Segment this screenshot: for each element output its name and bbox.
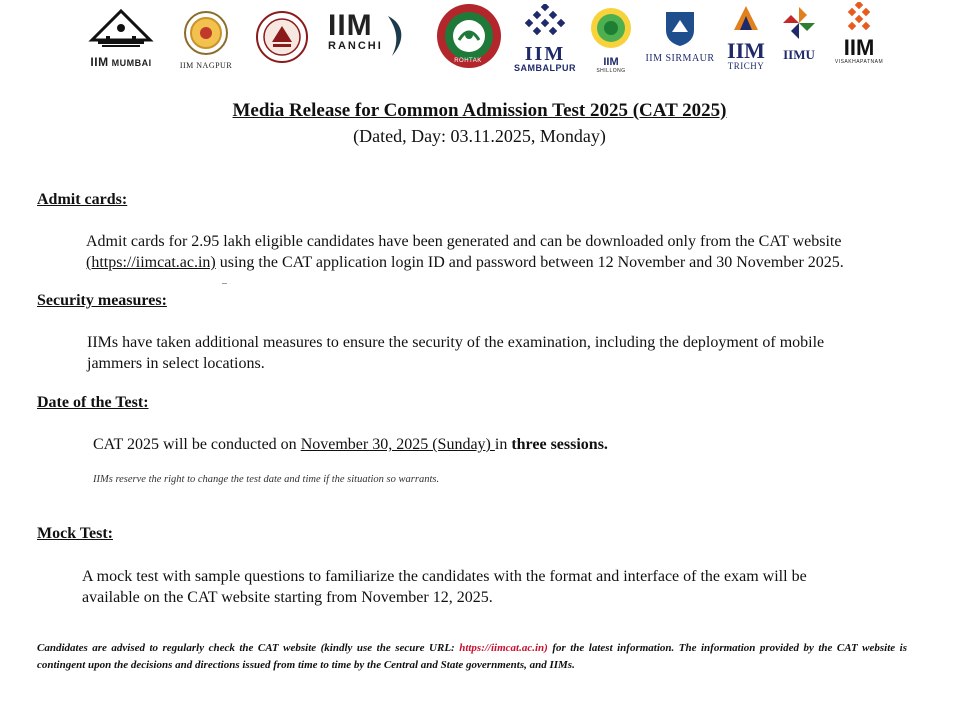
iim-udaipur-pinwheel-icon <box>780 4 818 42</box>
admit-cards-paragraph <box>86 231 946 273</box>
iim-sirmaur-caption: IIM SIRMAUR <box>645 53 715 64</box>
admit-cards-heading: Admit cards: <box>37 191 128 208</box>
iim-rohtak-caption: ROHTAK <box>454 58 482 64</box>
iim-sirmaur-shield-icon <box>662 8 698 48</box>
iim-ranchi-bird-icon <box>386 14 406 58</box>
iim-ranchi-logo <box>328 9 408 52</box>
date-of-test-heading: Date of the Test: <box>37 394 149 411</box>
iim-udaipur-caption: IIMU <box>783 47 815 62</box>
security-measures-heading: Security measures: <box>37 292 167 309</box>
iim-bodh-gaya-logo <box>252 10 312 69</box>
iim-shillong-logo <box>586 6 636 74</box>
footer-note <box>37 640 907 674</box>
date-of-test-paragraph <box>93 434 913 455</box>
iim-visakhapatnam-caption-b: VISAKHAPATNAM <box>834 59 884 65</box>
iim-visakhapatnam-caption-a: IIM <box>843 35 875 60</box>
footer-secure-url[interactable]: https://iimcat.ac.in) <box>459 642 548 654</box>
cat-website-link[interactable]: (https://iimcat.ac.in) <box>86 254 216 271</box>
iim-visakhapatnam-pattern-icon <box>842 2 876 32</box>
mock-test-heading: Mock Test: <box>37 525 113 542</box>
mock-test-paragraph <box>82 566 942 608</box>
security-measures-line-1: IIMs have taken additional measures to ensure the security of the examination, including the deployment of mobile <box>87 334 825 351</box>
iim-shillong-emblem-icon <box>589 6 633 52</box>
test-date: November 30, 2025 (Sunday) <box>300 436 495 453</box>
iim-trichy-caption-a: IIM <box>727 38 765 63</box>
mock-test-line-2: available on the CAT website starting from November 12, 2025. <box>82 589 493 606</box>
date-of-test-text-pre: CAT 2025 will be conducted on <box>93 436 301 453</box>
iim-nagpur-logo <box>176 10 236 70</box>
iim-mumbai-emblem-icon <box>86 8 156 52</box>
footer-text-post: for the latest information. The information provided by the CAT website is contingent upon the decisions and directions issued from time to time by the Central and State governments, and IIMs. <box>37 642 907 671</box>
iim-rohtak-logo <box>434 2 504 75</box>
three-sessions: three sessions. <box>511 436 608 453</box>
security-measures-line-2: jammers in select locations. <box>87 355 265 372</box>
iim-bodh-gaya-emblem-icon <box>255 10 309 64</box>
iim-sambalpur-pattern-icon <box>525 4 565 40</box>
page-subtitle: (Dated, Day: 03.11.2025, Monday) <box>353 126 606 146</box>
iim-mumbai-caption-a: IIM <box>90 55 109 69</box>
admit-cards-line-2 <box>86 252 946 273</box>
iim-trichy-caption-b: TRICHY <box>727 61 765 71</box>
security-measures-paragraph <box>87 332 947 374</box>
logo-strip <box>70 0 890 80</box>
iim-visakhapatnam-logo <box>828 2 890 65</box>
iim-nagpur-caption: IIM NAGPUR <box>179 61 233 70</box>
page-title: Media Release for Common Admission Test 2025 (CAT 2025) <box>232 100 727 121</box>
footer-text-pre: Candidates are advised to regularly check the CAT website (kindly use the secure URL: <box>37 642 460 654</box>
stray-dash-mark: – <box>222 278 227 289</box>
iim-udaipur-logo <box>774 4 824 63</box>
test-date-disclaimer: IIMs reserve the right to change the test date and time if the situation so warrants. <box>93 474 440 485</box>
iim-nagpur-emblem-icon <box>183 10 229 56</box>
iim-trichy-logo <box>722 4 770 71</box>
iim-sambalpur-caption-a: IIM <box>524 43 566 65</box>
iim-trichy-emblem-icon <box>732 4 760 36</box>
iim-sambalpur-logo <box>512 4 578 73</box>
iim-sambalpur-caption-b: SAMBALPUR <box>514 63 576 73</box>
admit-cards-line-1: Admit cards for 2.95 lakh eligible candidates have been generated and can be downloaded only from the CAT website <box>86 233 842 250</box>
iim-ranchi-caption-b: RANCHI <box>328 40 383 52</box>
iim-mumbai-caption-b: MUMBAI <box>111 58 152 68</box>
mock-test-line-1: A mock test with sample questions to familiarize the candidates with the format and interface of the exam will be <box>82 568 807 585</box>
admit-cards-line-2-text: using the CAT application login ID and password between 12 November and 30 November 2025. <box>215 254 844 271</box>
iim-mumbai-logo <box>76 8 166 69</box>
iim-sirmaur-logo <box>642 8 718 64</box>
iim-ranchi-caption-a: IIM <box>328 9 373 42</box>
date-of-test-text-mid: in <box>494 436 512 453</box>
iim-shillong-caption-b: SHILLONG <box>596 68 626 74</box>
iim-shillong-caption-a: IIM <box>603 56 619 68</box>
